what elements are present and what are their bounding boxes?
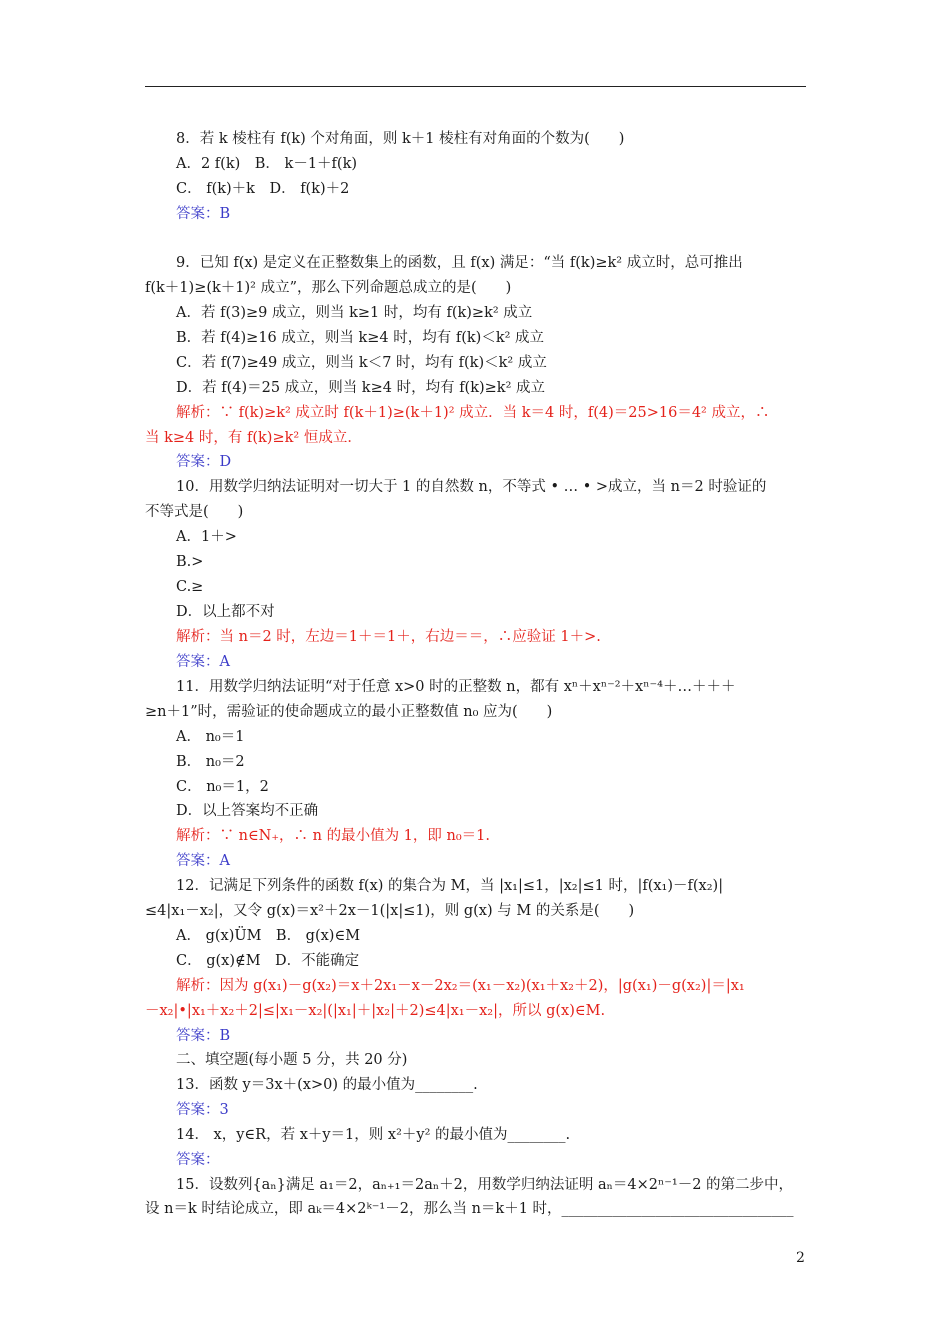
q12-stem2-line: ≤4|x₁－x₂|，又令 g(x)＝x²＋2x－1(|x|≤1)，则 g(x) 与 M 的关系是( )	[145, 903, 635, 919]
q15-stem1-line: 15．设数列{aₙ}满足 a₁＝2，aₙ₊₁＝2aₙ＋2，用数学归纳法证明 aₙ＝4×2ⁿ⁻¹－2 的第二步中，	[176, 1177, 794, 1193]
q12-sol1-line: 解析：因为 g(x₁)－g(x₂)＝x＋2x₁－x－2x₂＝(x₁－x₂)(x₁＋x₂＋2)，|g(x₁)－g(x₂)|＝|x₁	[176, 978, 745, 994]
q8-cd-line: C． f(k)＋k D． f(k)＋2	[176, 181, 350, 197]
q11-a-line: A． n₀＝1	[176, 729, 245, 745]
q12-sol2-line: －x₂|•|x₁＋x₂＋2|≤|x₁－x₂|(|x₁|＋|x₂|＋2)≤4|x₁－x₂|，所以 g(x)∈M.	[145, 1003, 606, 1019]
q8-stem-line: 8．若 k 棱柱有 f(k) 个对角面，则 k＋1 棱柱有对角面的个数为( )	[176, 131, 625, 147]
header-rule	[145, 86, 806, 87]
q9-b-line: B．若 f(4)≥16 成立，则当 k≥4 时，均有 f(k)＜k² 成立	[176, 330, 545, 346]
q11-d-line: D．以上答案均不正确	[176, 803, 319, 819]
q14-ans-line: 答案：	[176, 1152, 220, 1168]
q9-stem2-line: f(k＋1)≥(k＋1)² 成立”，那么下列命题总成立的是( )	[145, 280, 512, 296]
q10-a-line: A．1＋>	[176, 529, 237, 545]
q11-stem1-line: 11．用数学归纳法证明“对于任意 x>0 时的正整数 n，都有 xⁿ＋xⁿ⁻²＋xⁿ⁻⁴＋…＋＋＋	[176, 679, 736, 695]
q10-c-line: C.≥	[176, 579, 204, 595]
q9-a-line: A．若 f(3)≥9 成立，则当 k≥1 时，均有 f(k)≥k² 成立	[176, 305, 533, 321]
q11-ans-line: 答案：A	[176, 853, 230, 869]
q13-ans-line: 答案：3	[176, 1102, 229, 1118]
q10-stem2-line: 不等式是( )	[145, 504, 244, 520]
q9-d-line: D．若 f(4)＝25 成立，则当 k≥4 时，均有 f(k)≥k² 成立	[176, 380, 546, 396]
q11-sol-line: 解析：∵ n∈N₊，∴ n 的最小值为 1，即 n₀＝1.	[176, 828, 491, 844]
q11-stem2-line: ≥n＋1”时，需验证的使命题成立的最小正整数值 n₀ 应为( )	[145, 704, 553, 720]
q9-sol2-line: 当 k≥4 时，有 f(k)≥k² 恒成立．	[145, 430, 362, 446]
page-number: 2	[796, 1250, 805, 1266]
q9-sol1-line: 解析：∵ f(k)≥k² 成立时 f(k＋1)≥(k＋1)² 成立．当 k＝4 时，f(4)＝25>16＝4² 成立，∴	[176, 405, 770, 421]
q12-ans-line: 答案：B	[176, 1028, 231, 1044]
q15-stem2-line: 设 n＝k 时结论成立，即 aₖ＝4×2ᵏ⁻¹－2，那么当 n＝k＋1 时，________________________________	[145, 1201, 794, 1217]
q8-ans-line: 答案：B	[176, 206, 231, 222]
q11-b-line: B． n₀＝2	[176, 754, 245, 770]
q12-ab-line: A． g(x)ÜM B． g(x)∈M	[176, 928, 361, 944]
q8-ab-line: A．2 f(k) B． k－1＋f(k)	[176, 156, 358, 172]
q9-c-line: C．若 f(7)≥49 成立，则当 k＜7 时，均有 f(k)＜k² 成立	[176, 355, 547, 371]
q9-stem1-line: 9．已知 f(x) 是定义在正整数集上的函数，且 f(x) 满足：“当 f(k)≥k² 成立时，总可推出	[176, 255, 743, 271]
q14-stem-line: 14． x，y∈R，若 x＋y＝1，则 x²＋y² 的最小值为________.	[176, 1127, 571, 1143]
sec2-title-line: 二、填空题(每小题 5 分，共 20 分)	[176, 1052, 408, 1068]
q10-b-line: B.>	[176, 554, 204, 570]
q10-sol-line: 解析：当 n＝2 时，左边＝1＋＝1＋，右边＝＝，∴应验证 1＋>.	[176, 629, 601, 645]
q10-ans-line: 答案：A	[176, 654, 230, 670]
q12-cd-line: C． g(x)∉M D．不能确定	[176, 953, 360, 969]
q13-stem-line: 13．函数 y＝3x＋(x>0) 的最小值为________.	[176, 1077, 478, 1093]
q10-stem1-line: 10．用数学归纳法证明对一切大于 1 的自然数 n，不等式 • … • >成立，当 n＝2 时验证的	[176, 479, 767, 495]
q10-d-line: D．以上都不对	[176, 604, 275, 620]
q9-ans-line: 答案：D	[176, 454, 232, 470]
q11-c-line: C． n₀＝1，2	[176, 779, 269, 795]
q12-stem1-line: 12．记满足下列条件的函数 f(x) 的集合为 M，当 |x₁|≤1，|x₂|≤1 时，|f(x₁)－f(x₂)|	[176, 878, 724, 894]
